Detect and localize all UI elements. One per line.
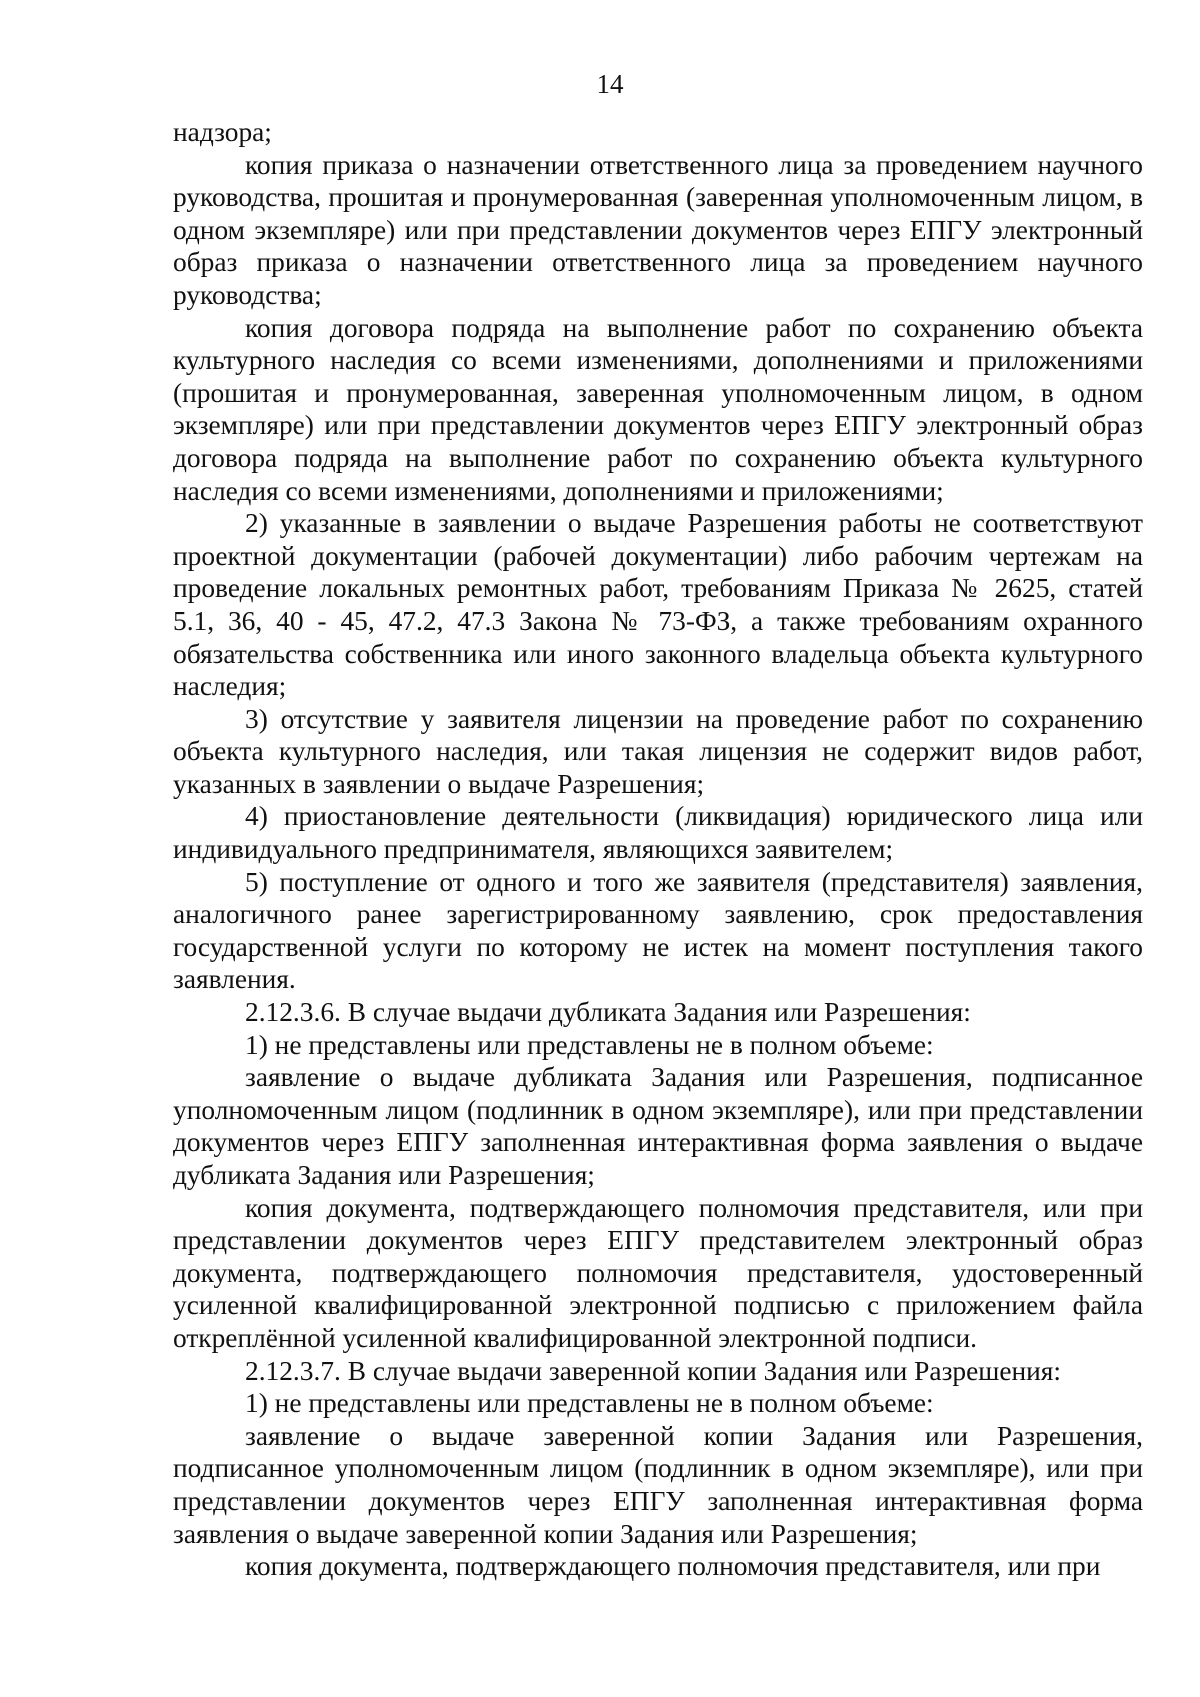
paragraph-10: копия документа, подтверждающего полномочия представителя, или при представлении документов через ЕПГУ представителем электронный образ документа, подтверждающего полномочия представителя, удостоверенный усиленной квалифицированной электронной подписью с приложением файла откреплённой усиленной квалифицированной электронной подписи. xyxy=(173,1192,1143,1353)
paragraph-8: 1) не представлены или представлены не в полном объеме: xyxy=(245,1029,934,1060)
paragraph-12: 1) не представлены или представлены не в полном объеме: xyxy=(245,1388,934,1419)
document-body xyxy=(173,116,1143,1583)
page-number: 14 xyxy=(596,69,624,99)
paragraph-1: копия приказа о назначении ответственного лица за проведением научного руководства, прошитая и пронумерованная (заверенная уполномоченным лицом, в одном экземпляре) или при представлении документов через ЕПГУ электронный образ приказа о назначении ответственного лица за проведением научного руководства; xyxy=(173,149,1143,310)
paragraph-14: копия документа, подтверждающего полномочия представителя, или при xyxy=(245,1551,1101,1582)
paragraph-0: надзора; xyxy=(173,117,272,147)
paragraph-4: 3) отсутствие у заявителя лицензии на проведение работ по сохранению объекта культурного наследия, или такая лицензия не содержит видов работ, указанных в заявлении о выдаче Разрешения; xyxy=(173,703,1143,799)
paragraph-7: 2.12.3.6. В случае выдачи дубликата Задания или Разрешения: xyxy=(245,997,971,1028)
paragraph-2: копия договора подряда на выполнение работ по сохранению объекта культурного наследия со всеми изменениями, дополнениями и приложениями (прошитая и пронумерованная, заверенная уполномоченным лицом, в одном экземпляре) или при представлении документов через ЕПГУ электронный образ договора подряда на выполнение работ по сохранению объекта культурного наследия со всеми изменениями, дополнениями и приложениями; xyxy=(173,312,1143,506)
paragraph-11: 2.12.3.7. В случае выдачи заверенной копии Задания или Разрешения: xyxy=(245,1355,1062,1386)
paragraph-3: 2) указанные в заявлении о выдаче Разрешения работы не соответствуют проектной документации (рабочей документации) либо рабочим чертежам на проведение локальных ремонтных работ, требованиям Приказа № 2625, статей 5.1, 36, 40 - 45, 47.2, 47.3 Закона № 73-ФЗ, а также требованиям охранного обязательства собственника или иного законного владельца объекта культурного наследия; xyxy=(173,508,1143,702)
paragraph-13: заявление о выдаче заверенной копии Задания или Разрешения, подписанное уполномоченным лицом (подлинник в одном экземпляре), или при представлении документов через ЕПГУ заполненная интерактивная форма заявления о выдаче заверенной копии Задания или Разрешения; xyxy=(173,1420,1143,1549)
paragraph-5: 4) приостановление деятельности (ликвидация) юридического лица или индивидуального предпринимателя, являющихся заявителем; xyxy=(173,801,1143,865)
paragraph-9: заявление о выдаче дубликата Задания или Разрешения, подписанное уполномоченным лицом (подлинник в одном экземпляре), или при представлении документов через ЕПГУ заполненная интерактивная форма заявления о выдаче дубликата Задания или Разрешения; xyxy=(173,1062,1143,1190)
paragraph-6: 5) поступление от одного и того же заявителя (представителя) заявления, аналогичного ранее зарегистрированному заявлению, срок предоставления государственной услуги по которому не истек на момент поступления такого заявления. xyxy=(173,866,1143,995)
